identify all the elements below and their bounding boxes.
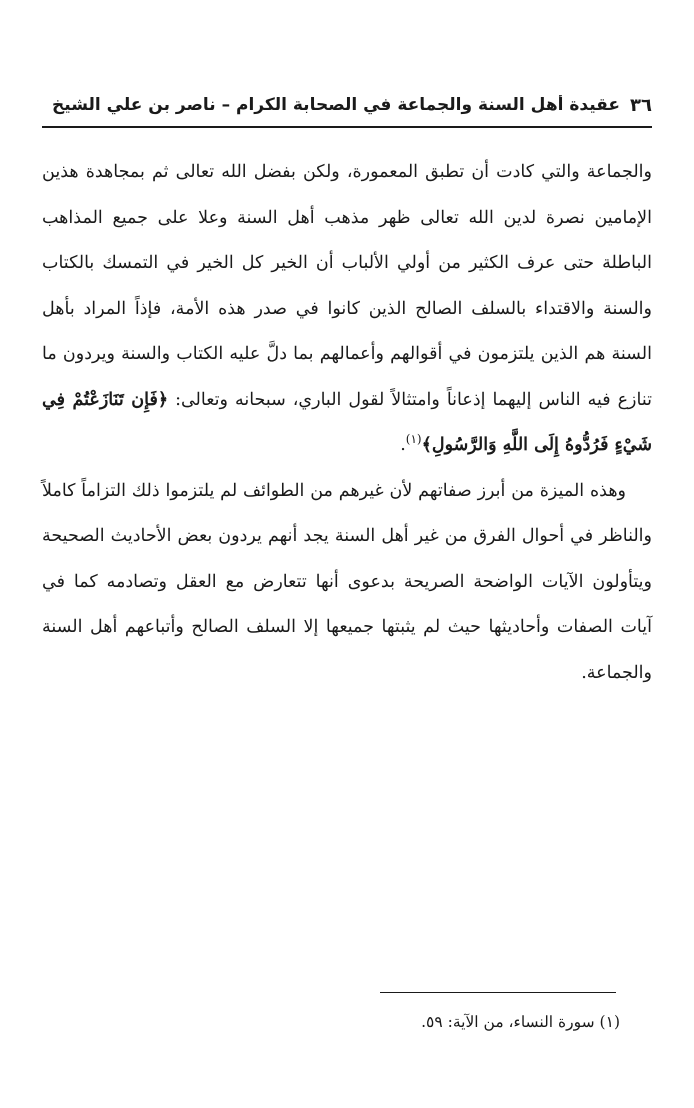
paragraph-1-end: . bbox=[400, 435, 406, 455]
running-title: عقيدة أهل السنة والجماعة في الصحابة الكرام – ناصر بن علي الشيخ bbox=[52, 95, 621, 115]
footnote-marker: (١) bbox=[405, 432, 422, 447]
header-divider bbox=[42, 126, 652, 128]
paragraph-2: وهذه الميزة من أبرز صفاتهم لأن غيرهم من الطوائف لم يلتزموا ذلك التزاماً كاملاً والناظر في أحوال الفرق من غير أهل السنة يجد أنهم يردون بعض الأحاديث الصحيحة ويتأولون الآيات الواضحة الصريحة بدعوى أنها تتعارض مع العقل وتصادمه كما في آيات الصفات وأحاديثها حيث لم يثبتها جميعها إلا السلف الصالح وأتباعهم أهل السنة والجماعة. bbox=[42, 480, 652, 683]
paragraph-1-text: والجماعة والتي كادت أن تطبق المعمورة، ولكن بفضل الله تعالى ثم بمجاهدة هذين الإمامين نصرة لدين الله تعالى ظهر مذهب أهل السنة وعلا على جميع المذاهب الباطلة حتى عرف الكثير من أولي الألباب أن الخير كل الخير في التمسك بالكتاب والسنة والاقتداء بالسلف الصالح الذين كانوا في صدر هذه الأمة، فإذاً المراد بأهل السنة هم الذين يلتزمون في أقوالهم وأعمالهم بما دلَّ عليه الكتاب والسنة ويردون ما تنازع فيه الناس إليهما إذعاناً وامتثالاً لقول الباري، سبحانه وتعالى: bbox=[42, 162, 652, 410]
main-text bbox=[42, 150, 652, 696]
page-number: ٣٦ bbox=[630, 94, 652, 116]
paragraph-1 bbox=[42, 150, 652, 469]
quran-verse: ﴿فَإِن تَنَازَعْتُمْ فِي شَيْءٍ فَرُدُّوهُ إِلَى اللَّهِ وَالرَّسُولِ﴾ bbox=[42, 389, 652, 455]
page-header bbox=[42, 88, 652, 122]
footnote: (١) سورة النساء، من الآية: ٥٩. bbox=[421, 1013, 620, 1031]
footnote-divider bbox=[380, 992, 616, 993]
